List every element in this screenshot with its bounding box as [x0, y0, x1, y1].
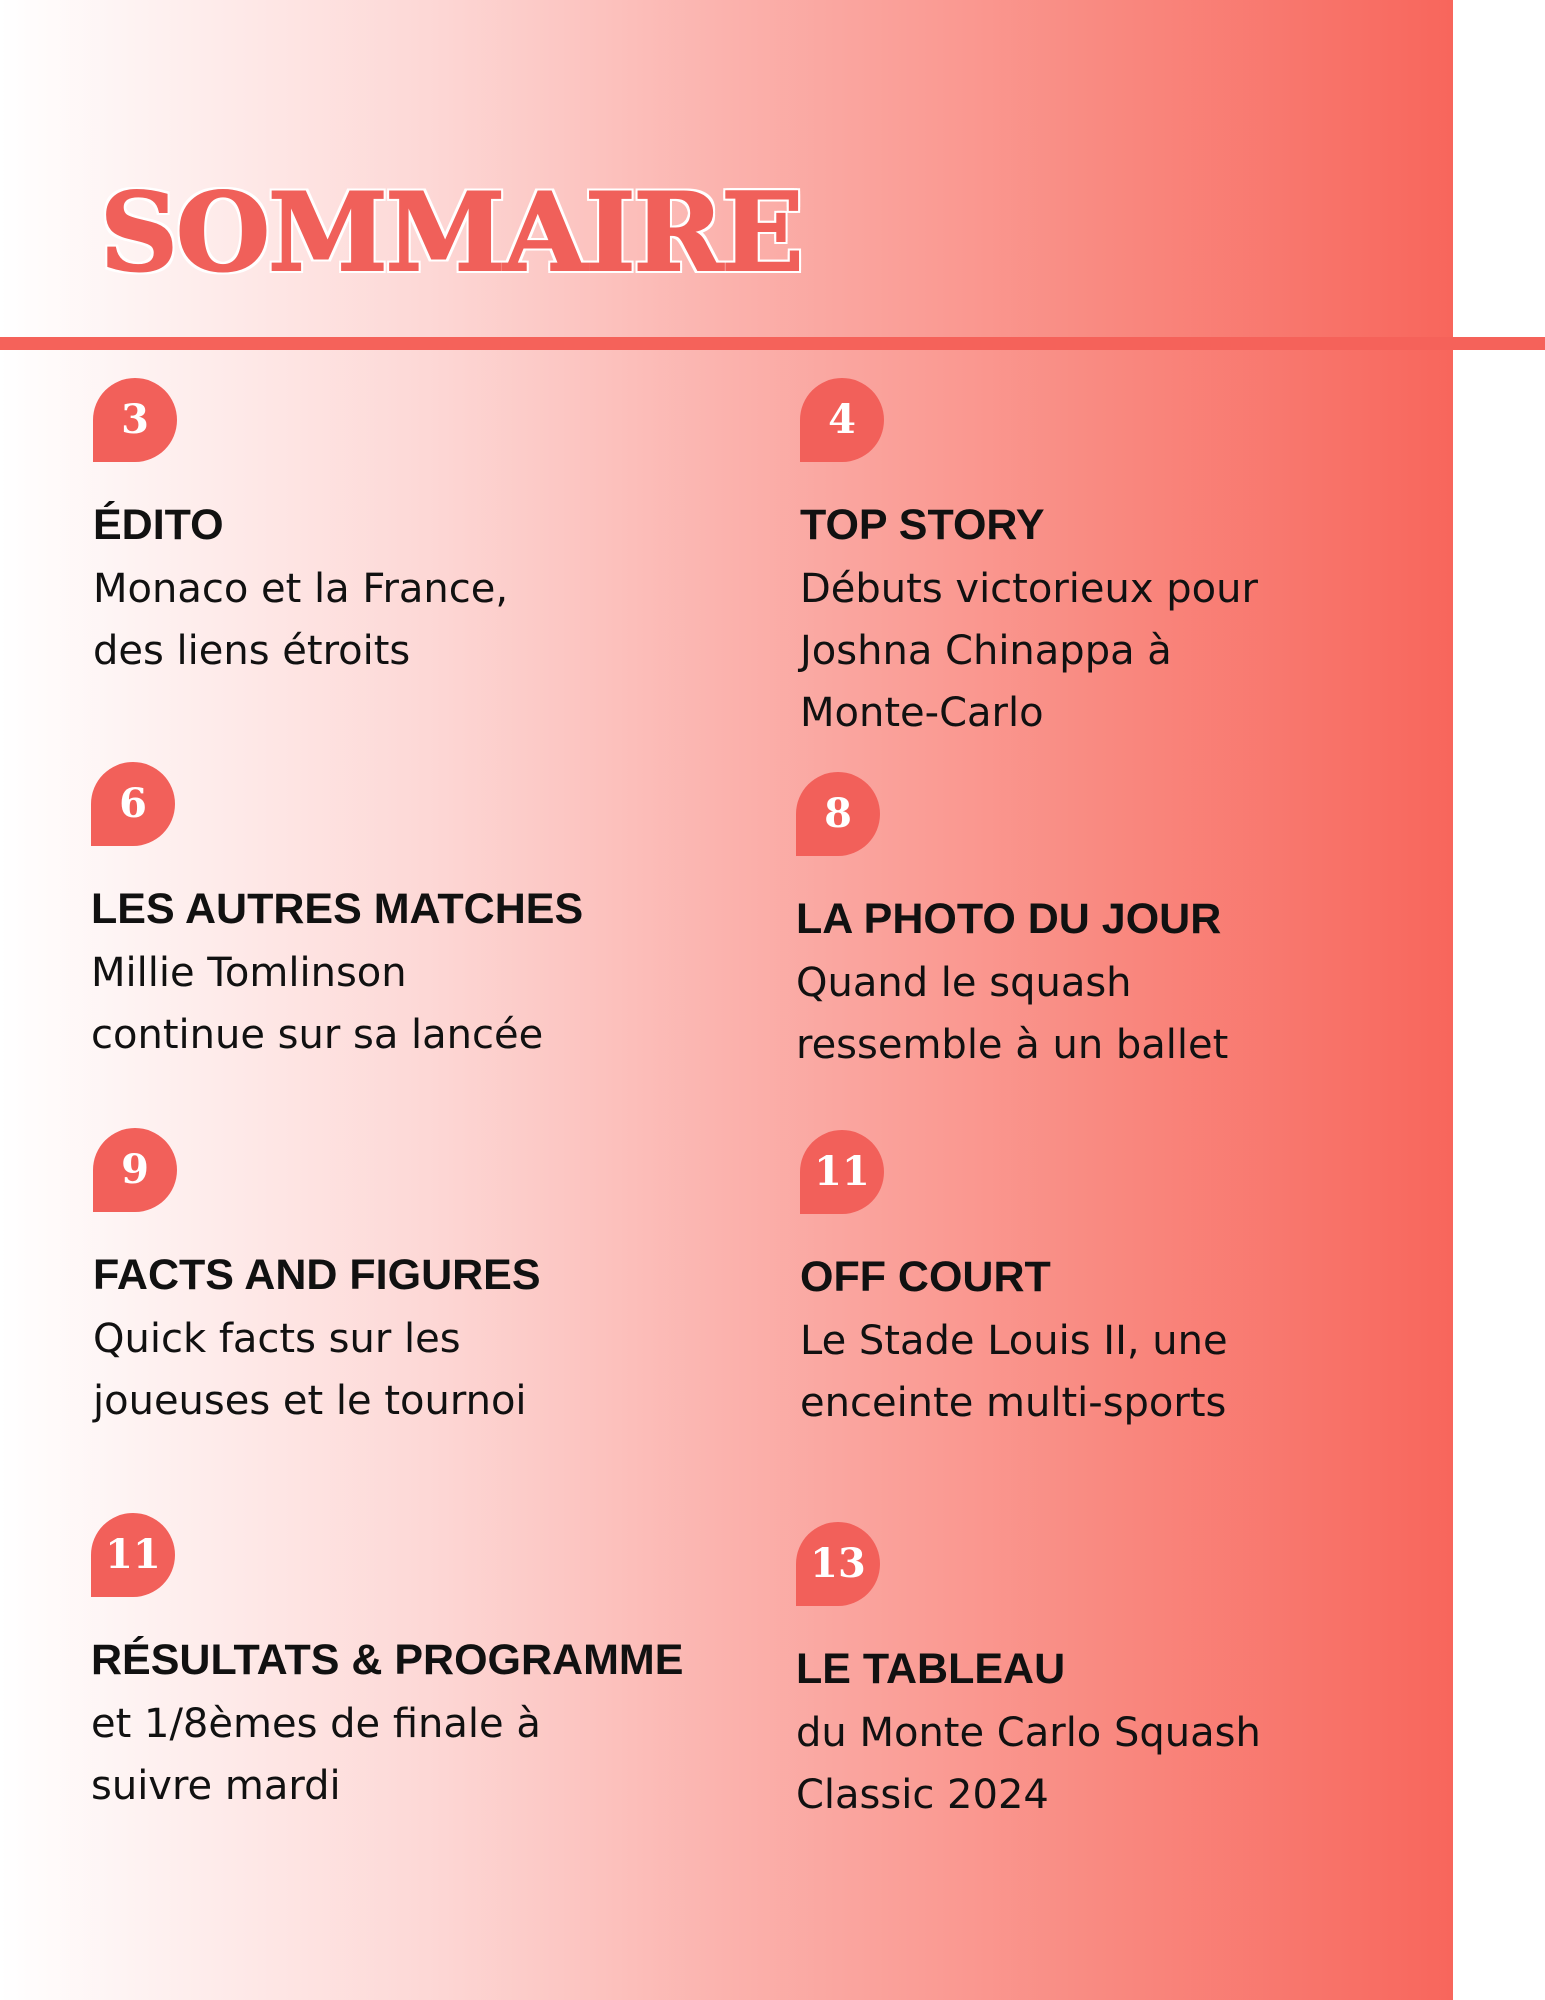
- section-title: FACTS AND FIGURES: [93, 1251, 541, 1299]
- section-title: LA PHOTO DU JOUR: [796, 895, 1222, 943]
- section-title: OFF COURT: [800, 1253, 1051, 1301]
- section-description: Débuts victorieux pour Joshna Chinappa à Monte-Carlo: [800, 566, 1258, 736]
- page-number-badge: 13: [796, 1522, 880, 1606]
- page-number-badge: 11: [800, 1130, 884, 1214]
- page-title: SOMMAIRE: [100, 170, 802, 296]
- section-title: ÉDITO: [93, 501, 224, 549]
- section-title: LE TABLEAU: [796, 1645, 1066, 1693]
- page-number-badge: 8: [796, 772, 880, 856]
- section-description: et 1/8èmes de finale à suivre mardi: [91, 1701, 541, 1809]
- toc-entry-facts-figures[interactable]: [93, 1128, 541, 1432]
- toc-entry-resultats-programme[interactable]: [91, 1513, 683, 1817]
- page-number-badge: 3: [93, 378, 177, 462]
- divider: [0, 337, 1545, 350]
- toc-entry-autres-matches[interactable]: [91, 762, 583, 1066]
- section-description: Le Stade Louis II, une enceinte multi-sports: [800, 1318, 1228, 1426]
- section-title: LES AUTRES MATCHES: [91, 885, 584, 933]
- toc-entry-edito[interactable]: [93, 378, 508, 682]
- page-number-badge: 11: [91, 1513, 175, 1597]
- section-description: Quand le squash ressemble à un ballet: [796, 960, 1229, 1068]
- section-description: Monaco et la France, des liens étroits: [93, 566, 509, 674]
- page-number-badge: 9: [93, 1128, 177, 1212]
- toc-entry-top-story[interactable]: [800, 378, 1258, 744]
- section-description: Quick facts sur les joueuses et le tournoi: [93, 1316, 527, 1424]
- toc-entry-le-tableau[interactable]: [796, 1522, 1261, 1826]
- section-description: du Monte Carlo Squash Classic 2024: [796, 1710, 1261, 1818]
- section-title: TOP STORY: [800, 501, 1045, 549]
- page-number-badge: 4: [800, 378, 884, 462]
- toc-entry-off-court[interactable]: [800, 1130, 1228, 1434]
- toc-entry-photo-du-jour[interactable]: [796, 772, 1228, 1076]
- section-description: Millie Tomlinson continue sur sa lancée: [91, 950, 544, 1058]
- page-number-badge: 6: [91, 762, 175, 846]
- section-title: RÉSULTATS & PROGRAMME: [91, 1636, 684, 1684]
